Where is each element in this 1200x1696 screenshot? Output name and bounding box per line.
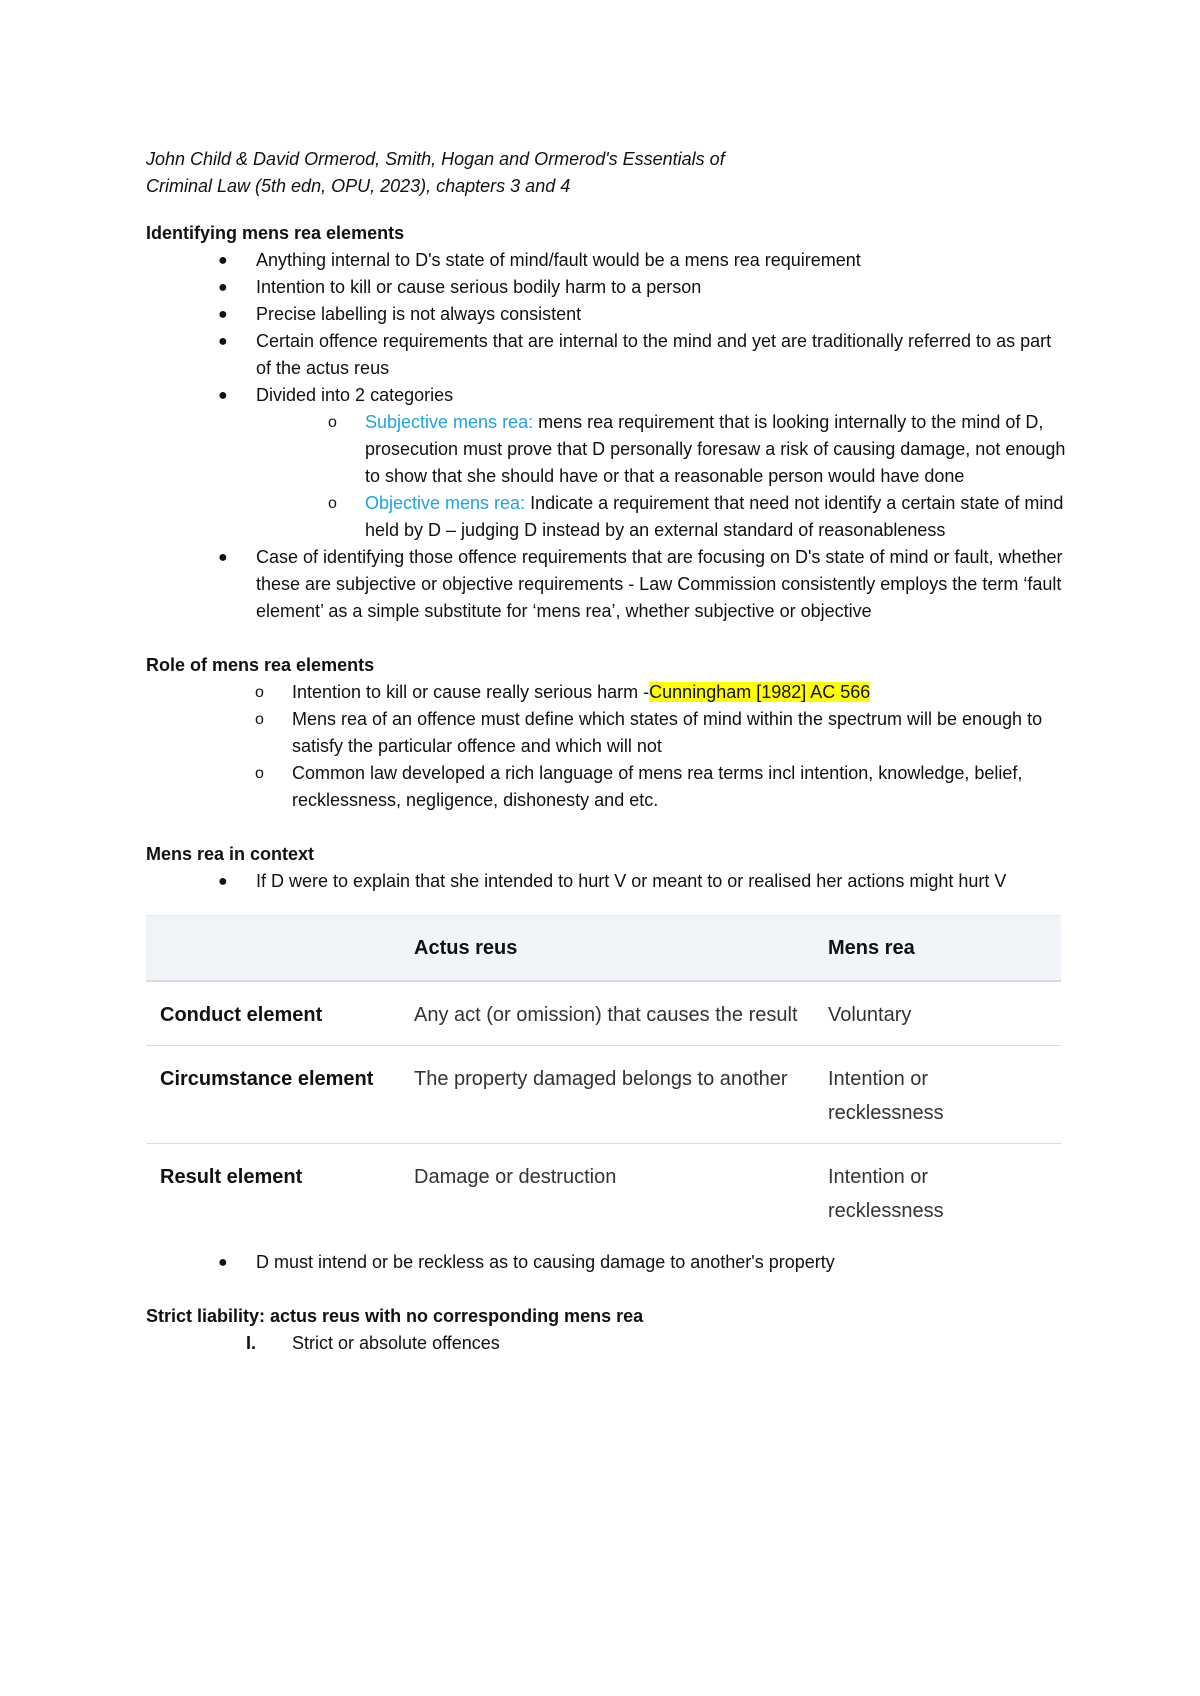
- list-item-text: If D were to explain that she intended to hurt V or meant to or realised her actions might hurt V: [256, 871, 1007, 891]
- list-item-text: Intention to kill or cause serious bodily harm to a person: [256, 277, 702, 297]
- list-item-text: Strict or absolute offences: [292, 1333, 500, 1353]
- bullet-marker: ●: [218, 306, 228, 323]
- context-list: [146, 868, 1066, 895]
- bullet-marker: ●: [218, 1254, 228, 1271]
- list-item-text: Intention to kill or cause really serious harm -: [292, 682, 650, 702]
- list-item-text: Precise labelling is not always consistent: [256, 304, 582, 324]
- table-header-cell: [146, 916, 400, 982]
- table-cell: The property damaged belongs to another: [400, 1046, 814, 1144]
- table-row-label: Circumstance element: [146, 1046, 400, 1144]
- role-list: [146, 679, 1066, 814]
- list-item-text: Case of identifying those offence requirements that are focusing on D's state of mind or fault, whether these are subjective or objective requirements - Law Commission consistently employs the term ‘fault element’ as a simple substitute for ‘mens rea’, whether subjective or objective: [256, 547, 1063, 621]
- context-after-table-list: [146, 1249, 1066, 1276]
- list-item: [146, 274, 1066, 301]
- list-item: [146, 1249, 1066, 1276]
- circle-marker: o: [255, 765, 264, 782]
- list-item: [146, 382, 1066, 409]
- roman-numeral-marker: I.: [246, 1333, 257, 1353]
- subjective-term: Subjective mens rea:: [365, 412, 534, 432]
- list-item: [146, 409, 1066, 490]
- list-item-text: mens rea requirement that is looking internally to the mind of D, prosecution must prove that D personally foresaw a risk of causing damage, not enough to show that she should have or that a reasonable person would have done: [365, 412, 1066, 486]
- bullet-marker: ●: [218, 279, 228, 296]
- circle-marker: o: [328, 495, 337, 512]
- bullet-marker: ●: [218, 252, 228, 269]
- list-item: [146, 544, 1066, 625]
- objective-term: Objective mens rea:: [365, 493, 526, 513]
- table-cell: Any act (or omission) that causes the result: [400, 981, 814, 1046]
- citation-line-2: Criminal Law (5th edn, OPU, 2023), chapters 3 and 4: [146, 176, 571, 196]
- bullet-marker: ●: [218, 549, 228, 566]
- bullet-marker: ●: [218, 387, 228, 404]
- section-heading-role: Role of mens rea elements: [146, 655, 375, 675]
- list-item-text: Mens rea of an offence must define which states of mind within the spectrum will be enough to satisfy the particular offence and which will not: [292, 709, 1043, 756]
- list-item: [146, 301, 1066, 328]
- list-item: [146, 760, 1066, 814]
- list-item-text: Certain offence requirements that are internal to the mind and yet are traditionally referred to as part of the actus reus: [256, 331, 1052, 378]
- circle-marker: o: [255, 711, 264, 728]
- list-item-text: Common law developed a rich language of mens rea terms incl intention, knowledge, belief, recklessness, negligence, dishonesty and etc.: [292, 763, 1023, 810]
- circle-marker: o: [328, 414, 337, 431]
- table-header-row: [146, 916, 1061, 982]
- strict-liability-list: [146, 1330, 1066, 1357]
- document-page: [146, 146, 1066, 1357]
- table-row-label: Conduct element: [146, 981, 400, 1046]
- table-header-cell: Actus reus: [400, 916, 814, 982]
- list-item: [146, 679, 1066, 706]
- table-row: [146, 1046, 1061, 1144]
- table-row-label: Result element: [160, 1166, 303, 1188]
- section-heading-context: Mens rea in context: [146, 844, 315, 864]
- list-item-text: D must intend or be reckless as to causing damage to another's property: [256, 1252, 835, 1272]
- table-cell: Intention or recklessness: [828, 1166, 944, 1222]
- list-item-text: Anything internal to D's state of mind/fault would be a mens rea requirement: [256, 250, 861, 270]
- citation-line-1: John Child & David Ormerod, Smith, Hogan and Ormerod's Essentials of: [146, 149, 725, 169]
- section-heading-strict-liability: Strict liability: actus reus with no corresponding mens rea: [146, 1306, 644, 1326]
- list-item: [146, 328, 1066, 382]
- table-cell: Intention or recklessness: [814, 1046, 1061, 1144]
- elements-table: [146, 915, 1061, 1241]
- list-item: [146, 868, 1066, 895]
- table-header-cell: Mens rea: [814, 916, 1061, 982]
- list-item-text: Divided into 2 categories: [256, 385, 454, 405]
- circle-marker: o: [255, 684, 264, 701]
- identifying-final-bullet: [146, 544, 1066, 625]
- bullet-marker: ●: [218, 873, 228, 890]
- identifying-bullet-list: [146, 247, 1066, 409]
- list-item: [146, 247, 1066, 274]
- list-item: [146, 1330, 1066, 1357]
- list-item-text: Indicate a requirement that need not identify a certain state of mind held by D – judging D instead by an external standard of reasonableness: [365, 493, 1064, 540]
- bullet-marker: ●: [218, 333, 228, 350]
- citation: [146, 146, 1066, 200]
- mens-rea-category-list: [146, 409, 1066, 544]
- list-item: [146, 706, 1066, 760]
- list-item: [146, 490, 1066, 544]
- case-citation-highlight: Cunningham [1982] AC 566: [649, 682, 871, 702]
- section-heading-identifying: Identifying mens rea elements: [146, 223, 405, 243]
- table-cell: Voluntary: [814, 981, 1061, 1046]
- table-row: [146, 981, 1061, 1046]
- table-row: [146, 1144, 1061, 1242]
- table-cell: Damage or destruction: [414, 1166, 617, 1188]
